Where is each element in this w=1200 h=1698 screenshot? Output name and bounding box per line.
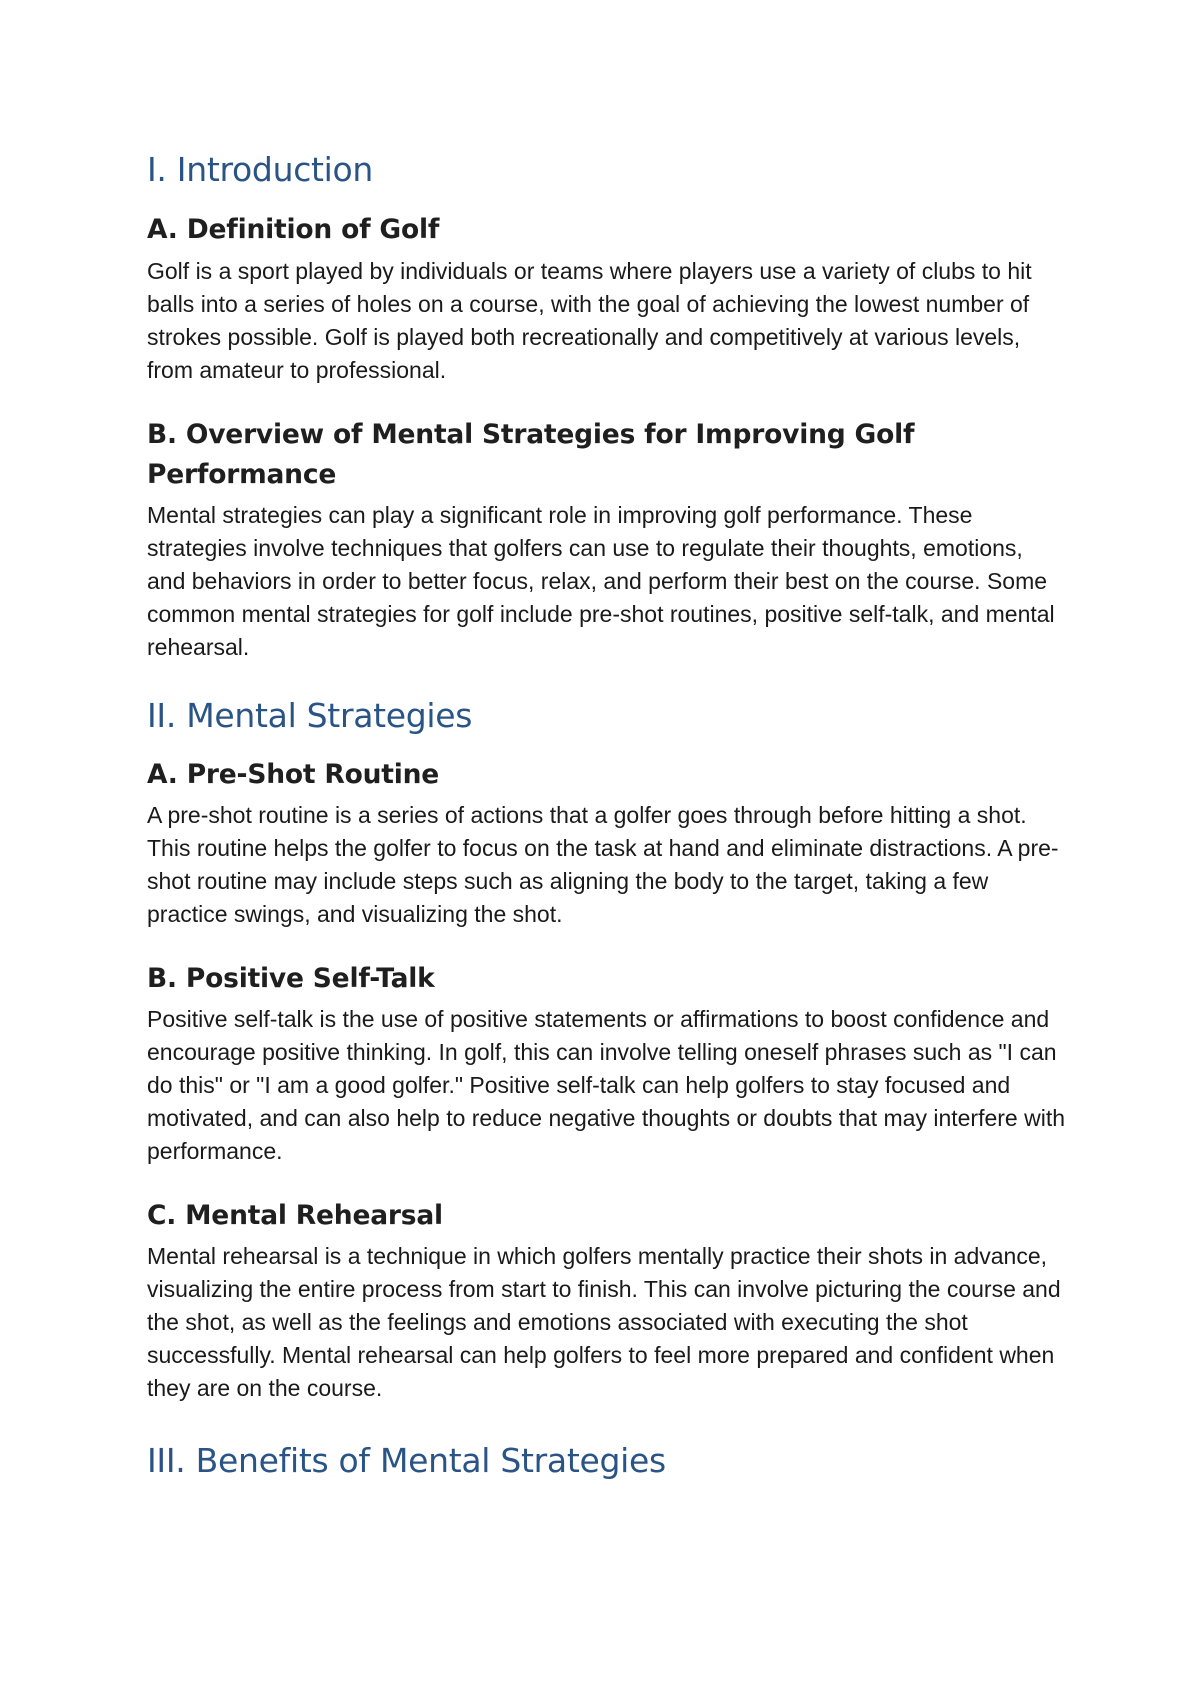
subheading-mental-rehearsal: C. Mental Rehearsal (147, 1199, 443, 1231)
subheading-positive-self-talk: B. Positive Self-Talk (147, 963, 435, 995)
subheading-definition-of-golf: A. Definition of Golf (147, 213, 440, 245)
section-heading-benefits: III. Benefits of Mental Strategies (147, 1440, 666, 1480)
section-heading-mental-strategies: II. Mental Strategies (147, 695, 473, 735)
paragraph-pre-shot-routine: A pre-shot routine is a series of actions that a golfer goes through before hitting a shot. This routine helps the golfer to focus on the task at hand and eliminate distractions. A pre-shot routine may include steps such as aligning the body to the target, taking a few practice swings, and visualizing the shot. (147, 802, 1059, 928)
document-page (147, 150, 1067, 1480)
subheading-overview-mental-strategies: B. Overview of Mental Strategies for Improving Golf Performance (147, 419, 915, 491)
paragraph-definition-of-golf: Golf is a sport played by individuals or teams where players use a variety of clubs to hit balls into a series of holes on a course, with the goal of achieving the lowest number of strokes possible. Golf is played both recreationally and competitively at various levels, from amateur to professional. (147, 258, 1032, 384)
paragraph-mental-rehearsal: Mental rehearsal is a technique in which golfers mentally practice their shots in advance, visualizing the entire process from start to finish. This can involve picturing the course and the shot, as well as the feelings and emotions associated with executing the shot successfully. Mental rehearsal can help golfers to feel more prepared and confident when they are on the course. (147, 1242, 1061, 1401)
paragraph-overview-mental-strategies: Mental strategies can play a significant role in improving golf performance. These strategies involve techniques that golfers can use to regulate their thoughts, emotions, and behaviors in order to better focus, relax, and perform their best on the course. Some common mental strategies for golf include pre-shot routines, positive self-talk, and mental rehearsal. (147, 501, 1055, 660)
section-heading-introduction: I. Introduction (147, 150, 374, 189)
subheading-pre-shot-routine: A. Pre-Shot Routine (147, 759, 440, 791)
paragraph-positive-self-talk: Positive self-talk is the use of positive statements or affirmations to boost confidence and encourage positive thinking. In golf, this can involve telling oneself phrases such as "I can do this" or "I am a good golfer." Positive self-talk can help golfers to stay focused and motivated, and can also help to reduce negative thoughts or doubts that may interfere with performance. (147, 1005, 1066, 1164)
